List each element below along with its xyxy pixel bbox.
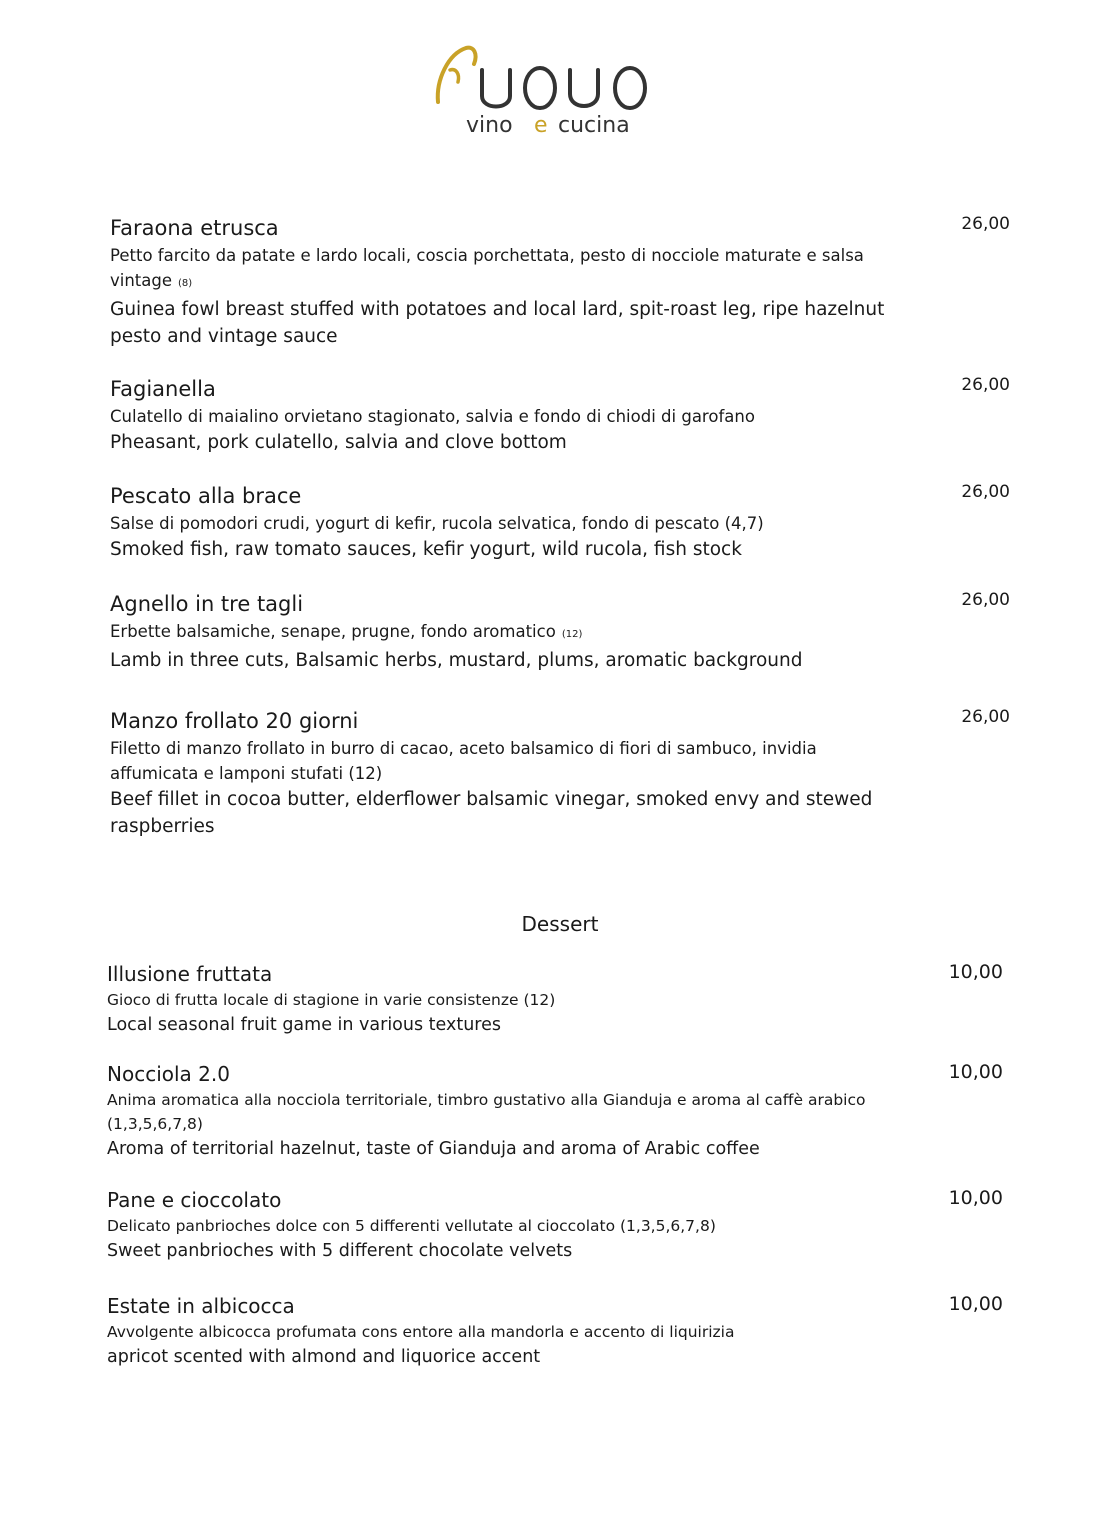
menu-item-agnello xyxy=(110,590,890,674)
dessert-item-pane xyxy=(107,1187,897,1264)
dish-description-it: Culatello di maialino orvietano stagionato, salvia e fondo di chiodi di garofano xyxy=(110,407,755,426)
logo-tagline-e: e xyxy=(534,113,548,138)
dessert-description-it: Gioco di frutta locale di stagione in varie consistenze (12) xyxy=(107,991,556,1009)
dessert-description-en: Aroma of territorial hazelnut, taste of Gianduja and aroma of Arabic coffee xyxy=(107,1139,760,1159)
dish-price: 26,00 xyxy=(961,482,1010,502)
dish-description-en: Beef fillet in cocoa butter, elderflower balsamic vinegar, smoked envy and stewed raspberries xyxy=(110,789,873,837)
dessert-item-estate xyxy=(107,1293,897,1370)
dessert-description-en: apricot scented with almond and liquorice accent xyxy=(107,1347,541,1367)
dish-title: Faraona etrusca xyxy=(110,216,279,240)
dish-price: 26,00 xyxy=(961,214,1010,234)
dessert-item-illusione xyxy=(107,961,897,1038)
dish-price: 26,00 xyxy=(961,375,1010,395)
menu-item-pescato xyxy=(110,482,890,563)
dessert-price: 10,00 xyxy=(948,1293,1003,1315)
dessert-price: 10,00 xyxy=(948,961,1003,983)
dish-price: 26,00 xyxy=(961,707,1010,727)
dish-title: Pescato alla brace xyxy=(110,484,302,508)
logo-tagline-cucina: cucina xyxy=(558,113,630,138)
dessert-description-en: Local seasonal fruit game in various textures xyxy=(107,1015,501,1035)
section-heading-dessert: Dessert xyxy=(521,912,599,936)
dessert-item-nocciola xyxy=(107,1061,897,1162)
dish-title: Manzo frollato 20 giorni xyxy=(110,709,359,733)
dessert-title: Estate in albicocca xyxy=(107,1294,295,1318)
dish-price: 26,00 xyxy=(961,590,1010,610)
dish-description-en: Guinea fowl breast stuffed with potatoes and local lard, spit-roast leg, ripe hazelnut pesto and vintage sauce xyxy=(110,299,885,347)
dessert-price: 10,00 xyxy=(948,1061,1003,1083)
dessert-description-it: Avvolgente albicocca profumata cons entore alla mandorla e accento di liquirizia xyxy=(107,1323,735,1341)
menu-item-faraona xyxy=(110,214,890,350)
restaurant-logo xyxy=(430,40,680,140)
dessert-description-it: Anima aromatica alla nocciola territoriale, timbro gustativo alla Gianduja e aroma al caffè arabico (1,3,5,6,7,8) xyxy=(107,1091,866,1133)
dessert-description-it: Delicato panbrioches dolce con 5 differenti vellutate al cioccolato (1,3,5,6,7,8) xyxy=(107,1217,716,1235)
dessert-title: Nocciola 2.0 xyxy=(107,1062,230,1086)
dessert-title: Pane e cioccolato xyxy=(107,1188,282,1212)
dessert-title: Illusione fruttata xyxy=(107,962,273,986)
dish-description-it: Erbette balsamiche, senape, prugne, fondo aromatico (12) xyxy=(110,622,583,641)
dish-description-en: Smoked fish, raw tomato sauces, kefir yogurt, wild rucola, fish stock xyxy=(110,539,742,560)
uovo-logo-mark xyxy=(430,40,680,140)
dish-title: Fagianella xyxy=(110,377,216,401)
dish-description-it: Petto farcito da patate e lardo locali, coscia porchettata, pesto di nocciole maturate e salsa vintage (8) xyxy=(110,246,864,290)
dessert-price: 10,00 xyxy=(948,1187,1003,1209)
dish-description-en: Pheasant, pork culatello, salvia and clove bottom xyxy=(110,432,567,453)
dessert-description-en: Sweet panbrioches with 5 different chocolate velvets xyxy=(107,1241,573,1261)
dish-description-it: Salse di pomodori crudi, yogurt di kefir, rucola selvatica, fondo di pescato (4,7) xyxy=(110,514,764,533)
dish-description-it: Filetto di manzo frollato in burro di cacao, aceto balsamico di fiori di sambuco, invidia affumicata e lamponi stufati (12) xyxy=(110,739,817,783)
dish-title: Agnello in tre tagli xyxy=(110,592,304,616)
allergen-codes: (8) xyxy=(178,278,193,289)
logo-tagline-vino: vino xyxy=(466,113,513,138)
dish-description-en: Lamb in three cuts, Balsamic herbs, mustard, plums, aromatic background xyxy=(110,650,803,671)
menu-item-fagianella xyxy=(110,375,890,456)
menu-item-manzo xyxy=(110,707,890,840)
allergen-codes: (12) xyxy=(561,629,583,640)
